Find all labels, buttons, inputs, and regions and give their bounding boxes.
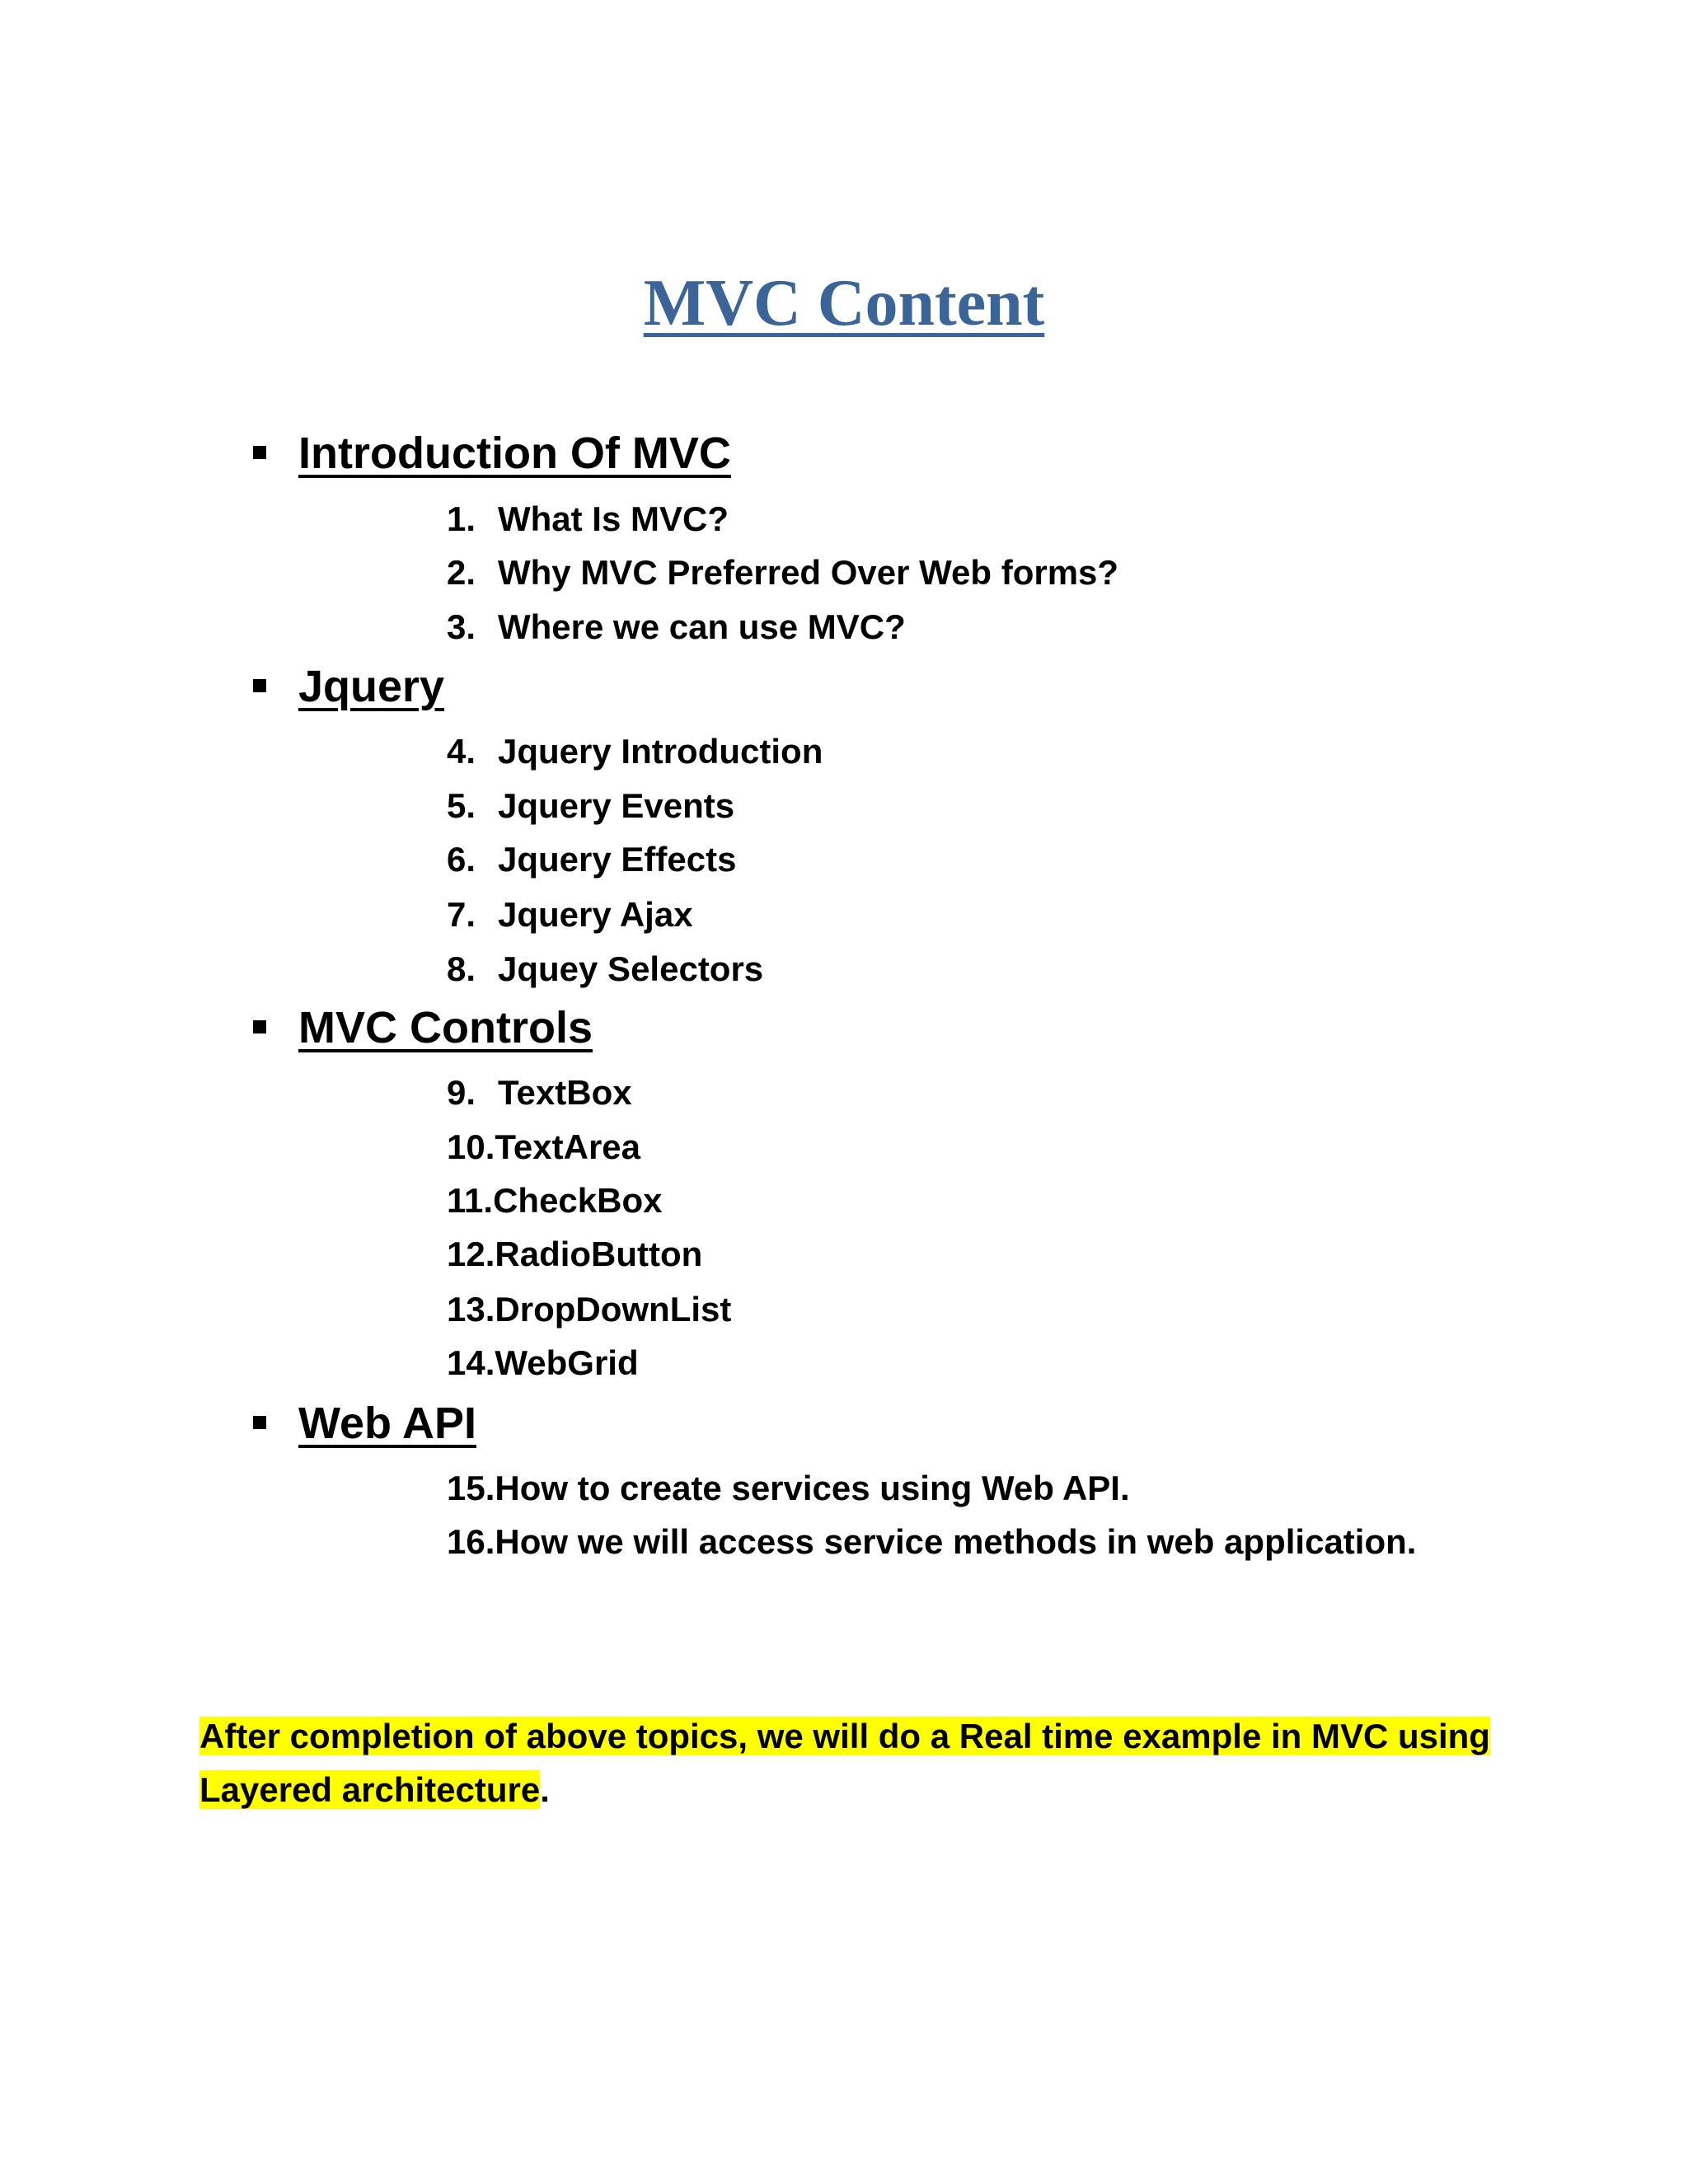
list-item (447, 1231, 702, 1277)
list-item (447, 1286, 731, 1333)
list-item-number: 11. (447, 1181, 494, 1220)
section-heading: Web API (298, 1399, 477, 1448)
list-item (447, 729, 823, 775)
list-item-number: 14. (447, 1343, 495, 1382)
list-item (447, 1340, 639, 1386)
list-item (447, 837, 736, 883)
list-item-text: Jquey Selectors (498, 949, 764, 988)
list-item-text: Where we can use MVC? (498, 607, 906, 646)
list-item-text: CheckBox (493, 1181, 663, 1220)
list-item (447, 1465, 1130, 1511)
highlighted-note-text: After completion of above topics, we will do a Real time example in MVC using Layered architecture (199, 1717, 1490, 1809)
list-item-text: RadioButton (495, 1235, 703, 1273)
square-bullet-icon (253, 446, 266, 459)
list-item-text: DropDownList (495, 1290, 732, 1329)
list-item-text: TextBox (498, 1073, 632, 1112)
list-item-text: What Is MVC? (498, 499, 729, 538)
list-item (447, 1178, 662, 1224)
list-item-text: Why MVC Preferred Over Web forms? (498, 553, 1119, 592)
square-bullet-icon (253, 1020, 266, 1033)
page-title-text: MVC Content (643, 267, 1045, 340)
list-item (447, 1519, 1416, 1565)
list-item-text: Jquery Ajax (498, 895, 693, 934)
square-bullet-icon (253, 679, 266, 692)
list-item-text: How to create services using Web API. (495, 1469, 1130, 1507)
list-item-text: WebGrid (495, 1343, 639, 1382)
list-item (447, 946, 763, 992)
list-item-text: Jquery Introduction (498, 732, 823, 771)
list-item-number: 16. (447, 1522, 495, 1561)
list-item (447, 892, 693, 938)
highlighted-note (199, 1709, 1518, 1816)
list-item-number: 13. (447, 1290, 495, 1329)
list-item-number: 1. (447, 499, 476, 538)
list-item-number: 5. (447, 786, 476, 825)
list-item (447, 496, 729, 542)
list-item-number: 6. (447, 840, 476, 879)
section-heading: Introduction Of MVC (298, 429, 731, 478)
list-item-number: 8. (447, 949, 476, 988)
list-item-number: 2. (447, 553, 476, 592)
list-item (447, 783, 734, 829)
list-item-text: TextArea (495, 1127, 641, 1166)
highlighted-note-period: . (540, 1770, 550, 1809)
section-heading: MVC Controls (298, 1003, 593, 1052)
list-item-number: 7. (447, 895, 476, 934)
list-item (447, 1124, 640, 1170)
list-item (447, 550, 1118, 596)
list-item (447, 1070, 632, 1116)
square-bullet-icon (253, 1416, 266, 1429)
list-item-number: 4. (447, 732, 476, 771)
page-title (0, 262, 1688, 344)
list-item-text: How we will access service methods in web application. (495, 1522, 1417, 1561)
list-item-number: 9. (447, 1073, 476, 1112)
list-item-text: Jquery Effects (498, 840, 737, 879)
list-item-number: 15. (447, 1469, 495, 1507)
list-item-number: 10. (447, 1127, 495, 1166)
list-item-number: 3. (447, 607, 476, 646)
list-item-number: 12. (447, 1235, 495, 1273)
list-item (447, 604, 906, 650)
section-heading: Jquery (298, 662, 445, 711)
list-item-text: Jquery Events (498, 786, 735, 825)
